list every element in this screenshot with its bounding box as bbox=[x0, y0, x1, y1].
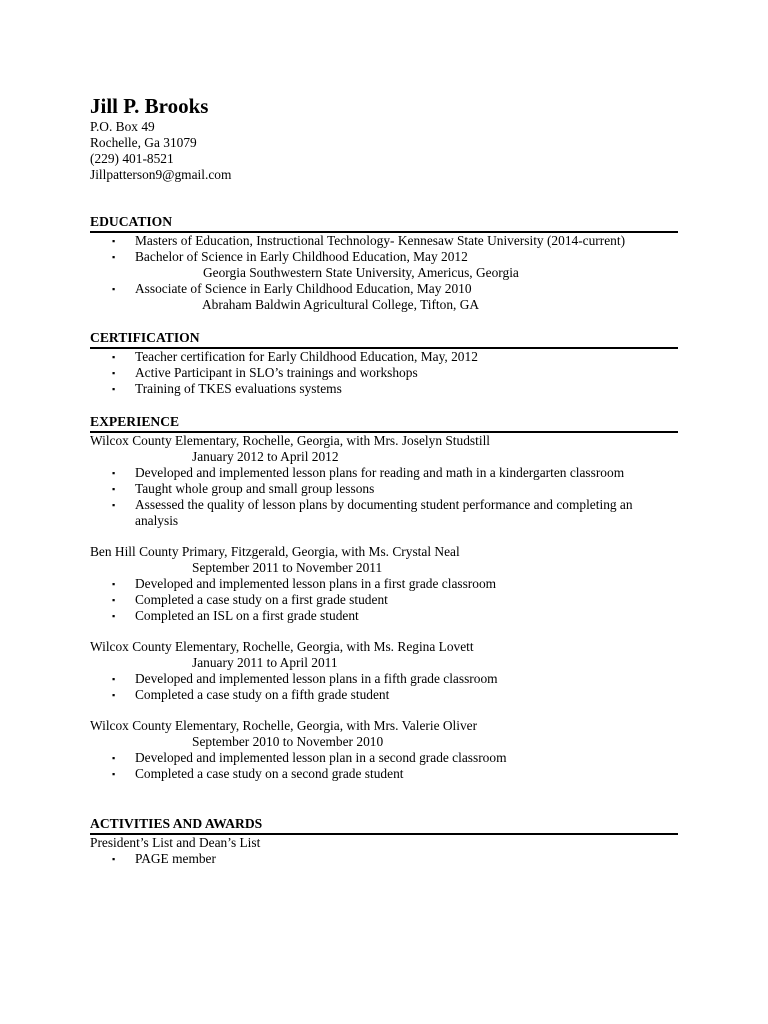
job-duty: Assessed the quality of lesson plans by documenting student performance and completing an analysis bbox=[135, 497, 633, 528]
bullet-icon: ▪ bbox=[112, 595, 116, 605]
list-item bbox=[90, 497, 678, 529]
education-school: Georgia Southwestern State University, Americus, Georgia bbox=[203, 265, 519, 280]
section-heading: ACTIVITIES AND AWARDS bbox=[90, 816, 678, 835]
bullet-icon: ▪ bbox=[112, 352, 116, 362]
experience-section bbox=[90, 414, 678, 782]
job-dates: January 2011 to April 2011 bbox=[192, 655, 338, 670]
contact-block bbox=[90, 119, 231, 183]
bullet-icon: ▪ bbox=[112, 252, 116, 262]
certification-item: Active Participant in SLO’s trainings and workshops bbox=[135, 365, 418, 380]
certification-item: Teacher certification for Early Childhood Education, May, 2012 bbox=[135, 349, 478, 364]
bullet-icon: ▪ bbox=[112, 753, 116, 763]
education-school: Abraham Baldwin Agricultural College, Tifton, GA bbox=[202, 297, 480, 312]
job-duty: Completed a case study on a first grade student bbox=[135, 592, 388, 607]
list-item bbox=[90, 233, 678, 249]
list-item bbox=[90, 671, 678, 687]
list-item bbox=[90, 249, 678, 265]
job-duty: Developed and implemented lesson plans for reading and math in a kindergarten classroom bbox=[135, 465, 625, 480]
education-section bbox=[90, 214, 678, 313]
bullet-icon: ▪ bbox=[112, 854, 116, 864]
job-place: Wilcox County Elementary, Rochelle, Georgia, with Mrs. Joselyn Studstill bbox=[90, 433, 491, 448]
job-place: Wilcox County Elementary, Rochelle, Georgia, with Ms. Regina Lovett bbox=[90, 639, 474, 654]
list-item bbox=[90, 349, 678, 365]
activity-item: PAGE member bbox=[135, 851, 216, 866]
education-item: Bachelor of Science in Early Childhood Education, May 2012 bbox=[135, 249, 468, 264]
list-item bbox=[90, 465, 678, 481]
bullet-icon: ▪ bbox=[112, 674, 116, 684]
job-duty: Developed and implemented lesson plan in a second grade classroom bbox=[135, 750, 507, 765]
job-dates: September 2010 to November 2010 bbox=[192, 734, 384, 749]
resume-name: Jill P. Brooks bbox=[90, 94, 209, 118]
list-item bbox=[90, 481, 678, 497]
list-item bbox=[90, 365, 678, 381]
list-item bbox=[90, 608, 678, 624]
activities-section bbox=[90, 816, 678, 867]
list-item bbox=[90, 687, 678, 703]
bullet-icon: ▪ bbox=[112, 690, 116, 700]
certification-item: Training of TKES evaluations systems bbox=[135, 381, 342, 396]
section-heading: CERTIFICATION bbox=[90, 330, 678, 349]
bullet-icon: ▪ bbox=[112, 368, 116, 378]
job-place: Wilcox County Elementary, Rochelle, Georgia, with Mrs. Valerie Oliver bbox=[90, 718, 478, 733]
section-heading: EDUCATION bbox=[90, 214, 678, 233]
activities-line: President’s List and Dean’s List bbox=[90, 835, 261, 850]
list-item bbox=[90, 592, 678, 608]
contact-email: Jillpatterson9@gmail.com bbox=[90, 167, 232, 182]
list-item bbox=[90, 851, 678, 867]
bullet-icon: ▪ bbox=[112, 284, 116, 294]
list-item bbox=[90, 576, 678, 592]
job-duty: Completed an ISL on a first grade student bbox=[135, 608, 359, 623]
section-heading: EXPERIENCE bbox=[90, 414, 678, 433]
contact-phone: (229) 401-8521 bbox=[90, 151, 174, 166]
job-dates: January 2012 to April 2012 bbox=[192, 449, 339, 464]
bullet-icon: ▪ bbox=[112, 236, 116, 246]
contact-city: Rochelle, Ga 31079 bbox=[90, 135, 197, 150]
job-duty: Completed a case study on a fifth grade student bbox=[135, 687, 390, 702]
job-place: Ben Hill County Primary, Fitzgerald, Georgia, with Ms. Crystal Neal bbox=[90, 544, 460, 559]
job-duty: Developed and implemented lesson plans in a fifth grade classroom bbox=[135, 671, 498, 686]
list-item bbox=[90, 766, 678, 782]
bullet-icon: ▪ bbox=[112, 468, 116, 478]
list-item bbox=[90, 750, 678, 766]
job-duty: Completed a case study on a second grade student bbox=[135, 766, 404, 781]
education-item: Masters of Education, Instructional Technology- Kennesaw State University (2014-current) bbox=[135, 233, 626, 248]
job-dates: September 2011 to November 2011 bbox=[192, 560, 383, 575]
education-item: Associate of Science in Early Childhood Education, May 2010 bbox=[135, 281, 472, 296]
list-item bbox=[90, 381, 678, 397]
bullet-icon: ▪ bbox=[112, 384, 116, 394]
bullet-icon: ▪ bbox=[112, 500, 116, 510]
job-duty: Taught whole group and small group lessons bbox=[135, 481, 375, 496]
bullet-icon: ▪ bbox=[112, 579, 116, 589]
bullet-icon: ▪ bbox=[112, 769, 116, 779]
bullet-icon: ▪ bbox=[112, 611, 116, 621]
list-item bbox=[90, 281, 678, 297]
bullet-icon: ▪ bbox=[112, 484, 116, 494]
job-duty: Developed and implemented lesson plans in a first grade classroom bbox=[135, 576, 497, 591]
contact-address: P.O. Box 49 bbox=[90, 119, 155, 134]
certification-section bbox=[90, 330, 678, 397]
